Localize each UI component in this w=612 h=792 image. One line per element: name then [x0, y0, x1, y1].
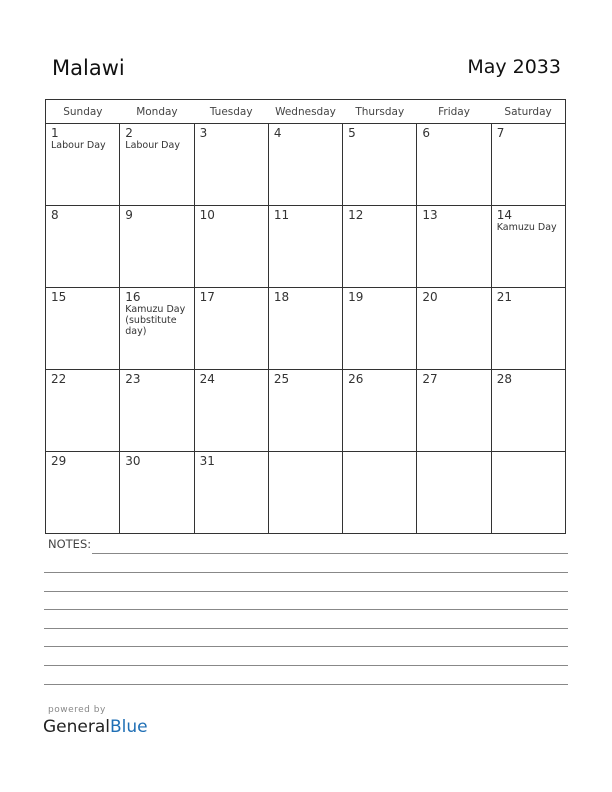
day-cell — [46, 288, 120, 370]
day-cell — [491, 124, 565, 206]
day-number: 6 — [422, 126, 431, 140]
calendar-country-title: Malawi — [52, 56, 125, 80]
day-number: 8 — [51, 208, 59, 222]
day-number: 28 — [496, 372, 512, 386]
day-number: 4 — [273, 126, 282, 140]
day-number: 18 — [273, 290, 290, 304]
day-cell — [417, 206, 491, 288]
day-cell — [46, 124, 120, 206]
powered-by-text: powered by — [48, 705, 106, 715]
day-number: 1 — [51, 126, 59, 140]
holiday-label: Labour Day — [51, 140, 106, 151]
week-row — [46, 206, 566, 288]
day-cell — [417, 124, 491, 206]
weekday-header: Monday — [120, 100, 194, 124]
weekday-header: Saturday — [491, 100, 565, 124]
day-number: 21 — [496, 290, 512, 304]
day-cell — [343, 452, 417, 534]
day-cell — [417, 370, 491, 452]
day-number: 26 — [348, 372, 364, 386]
day-cell — [343, 288, 417, 370]
day-cell — [194, 288, 268, 370]
day-number: 10 — [199, 208, 215, 222]
day-cell — [343, 206, 417, 288]
weekday-header: Friday — [417, 100, 491, 124]
holiday-label: Kamuzu Day (substitute day) — [125, 304, 186, 337]
calendar-month-title: May 2033 — [467, 56, 561, 78]
day-number: 16 — [125, 290, 141, 304]
notes-line — [44, 609, 568, 610]
day-number: 24 — [199, 372, 215, 386]
weekday-header: Tuesday — [194, 100, 268, 124]
day-number: 29 — [51, 454, 67, 468]
day-cell — [194, 124, 268, 206]
notes-line — [44, 572, 568, 573]
notes-line — [44, 665, 568, 666]
day-number: 31 — [199, 454, 215, 468]
day-number: 3 — [199, 126, 208, 140]
day-number: 14 — [496, 208, 512, 222]
day-number: 11 — [273, 208, 290, 222]
notes-line — [92, 553, 568, 554]
day-cell — [417, 452, 491, 534]
day-cell — [194, 370, 268, 452]
day-number: 9 — [125, 208, 133, 222]
generalblue-logo — [43, 717, 148, 737]
week-row — [46, 452, 566, 534]
notes-line — [44, 684, 568, 685]
day-number: 2 — [125, 126, 133, 140]
notes-label: NOTES: — [48, 537, 92, 551]
day-cell — [268, 370, 342, 452]
weekday-header: Wednesday — [268, 100, 342, 124]
day-number: 5 — [348, 126, 356, 140]
holiday-label: Kamuzu Day — [496, 222, 557, 233]
day-cell — [120, 206, 194, 288]
day-cell — [343, 370, 417, 452]
week-row — [46, 288, 566, 370]
day-cell — [194, 206, 268, 288]
week-row — [46, 370, 566, 452]
day-cell — [491, 206, 565, 288]
notes-line — [44, 628, 568, 629]
weekday-header: Thursday — [343, 100, 417, 124]
day-number: 20 — [422, 290, 438, 304]
day-number: 13 — [422, 208, 438, 222]
day-number: 7 — [496, 126, 505, 140]
notes-line — [44, 646, 568, 647]
day-cell — [491, 452, 565, 534]
day-cell — [268, 206, 342, 288]
day-number: 17 — [199, 290, 215, 304]
day-cell — [194, 452, 268, 534]
day-cell — [46, 452, 120, 534]
day-cell — [417, 288, 491, 370]
brand-general: General — [43, 717, 110, 737]
holiday-label: Labour Day — [125, 140, 180, 151]
day-cell — [491, 370, 565, 452]
day-cell — [268, 288, 342, 370]
day-number: 22 — [51, 372, 67, 386]
weekday-header-row — [46, 100, 566, 124]
day-cell — [491, 288, 565, 370]
day-number: 27 — [422, 372, 438, 386]
day-cell — [120, 124, 194, 206]
day-cell — [268, 452, 342, 534]
day-cell — [120, 452, 194, 534]
day-number: 19 — [348, 290, 364, 304]
day-number: 15 — [51, 290, 67, 304]
day-number: 23 — [125, 372, 141, 386]
day-number: 25 — [273, 372, 290, 386]
day-cell — [120, 288, 194, 370]
day-number: 12 — [348, 208, 364, 222]
day-cell — [343, 124, 417, 206]
day-cell — [46, 206, 120, 288]
week-row — [46, 124, 566, 206]
notes-line — [44, 591, 568, 592]
brand-blue: Blue — [110, 717, 148, 737]
day-cell — [268, 124, 342, 206]
weekday-header: Sunday — [46, 100, 120, 124]
day-number: 30 — [125, 454, 141, 468]
calendar-grid — [45, 99, 566, 534]
day-cell — [120, 370, 194, 452]
day-cell — [46, 370, 120, 452]
